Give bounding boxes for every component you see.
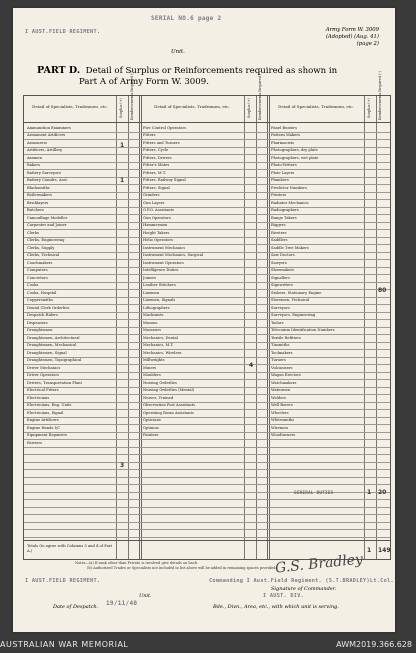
title-line-1: Detail of Surplus or Reinforcements required as shown in (85, 66, 338, 76)
col-header-detail: Detail of Specialists, Tradesmen, etc. (278, 104, 354, 109)
unit-label: Unit. (171, 49, 185, 55)
trade-label: Draughtsmen, Mechanical (27, 343, 77, 348)
trade-label: Electrical Fitters (27, 388, 59, 393)
trade-label: Driver Operators (27, 373, 59, 378)
trade-label: Well Borers (271, 403, 293, 408)
trade-label: Battery Surveyors (27, 170, 61, 175)
title-line-2: Part A of Army Form W. 3009. (79, 77, 209, 87)
col-header-surplus: Surplus (+) (119, 98, 123, 118)
trade-label: Clerks (27, 230, 40, 235)
trade-label: Fitters, M.T. (143, 170, 166, 175)
trade-label: Cooks, Hospital (27, 290, 57, 295)
row-rule (24, 499, 390, 500)
trade-label: Painters (143, 433, 159, 438)
trade-label: Clerks, Engineering (27, 238, 65, 243)
trade-label: Fitters, Railway Signal (143, 178, 186, 183)
trade-label: Joiners (143, 275, 157, 280)
row-rule (24, 492, 390, 493)
trade-label: Turners (271, 358, 286, 363)
credit-line: AUSTRALIAN WAR MEMORIAL (0, 640, 129, 649)
trade-label: Toolmakers (271, 350, 293, 355)
trade-label: Instrument Operators (143, 260, 184, 265)
trade-label: Mechanics, Dental (143, 335, 178, 340)
trade-label: G.P.O. Assistants (143, 208, 174, 213)
totals-reinf: 149 (378, 547, 391, 554)
trade-label: Printers (271, 193, 287, 198)
trade-label: Saw Doctors (271, 253, 295, 258)
trade-label: Bakers (27, 163, 40, 168)
trade-label: Despatch Riders (27, 313, 58, 318)
trade-label: Engine Hands I/C (27, 425, 61, 430)
trade-label: Gun Layers (143, 200, 165, 205)
trade-label: Whitesmiths (271, 418, 295, 423)
trade-label: Draughtsmen, Topographical (27, 358, 82, 363)
commander-signature: G.S. Bradley (274, 551, 364, 577)
trade-label: Optimus (143, 425, 159, 430)
row-rule (24, 537, 390, 538)
part-label: PART D. (37, 65, 81, 76)
trade-label: Farriers (27, 440, 43, 445)
trade-label: Pattern Makers (271, 133, 301, 138)
row-rule (24, 514, 390, 515)
general-duties-surplus: 1 (367, 489, 372, 496)
trade-label: Coppersmiths (27, 298, 54, 303)
trade-label: Linemen (143, 290, 160, 295)
equipment-repairers-surplus: 3 (120, 462, 125, 469)
trade-label: Computers (27, 268, 48, 273)
accession-number: AWM2019.366.628 (336, 640, 412, 649)
trade-label: Drivers, Transportation Plant (27, 380, 83, 385)
note-b: (b) Authorized Trades or Specialists not included in list above will be added in remaining spaces provided. (87, 566, 277, 570)
trade-label: Textile Refitters (271, 335, 301, 340)
trade-label: Moulders (143, 373, 161, 378)
trade-label: Pharmacists (271, 140, 295, 145)
bde-label: Bde., Divn., Area, etc., with which unit is serving. (213, 604, 339, 610)
trade-label: Mechanics, M.T. (143, 343, 174, 348)
despatch-label: Date of Despatch. (53, 604, 99, 610)
division-typed: I AUST. DIV. (263, 593, 305, 599)
trade-label: Shoemakers (271, 268, 295, 273)
row-rule (24, 484, 390, 485)
header-rule (24, 122, 390, 123)
trade-label: Observation Post Assistants (143, 403, 195, 408)
row-rule (24, 529, 390, 530)
col-header-detail: Detail of Specialists, Tradesmen, etc. (32, 104, 108, 109)
commanding-line (209, 578, 394, 584)
trade-label: Lithographers (143, 305, 170, 310)
note-a: Notes—(a) If rank other than Private is involved give details on back. (75, 561, 198, 565)
footer-notes (75, 561, 276, 571)
trade-label: Armament Artificers (27, 133, 66, 138)
armourers-surplus: 1 (120, 142, 125, 149)
trade-label: Surveyors (271, 305, 290, 310)
trade-label: Clerks, Technical (27, 253, 60, 258)
trade-label: Bricklayers (27, 200, 49, 205)
general-duties-label: GENERAL DUTIES (294, 490, 334, 495)
trade-label: Driver Mechanics (27, 365, 61, 370)
trade-label: Plate Layers (271, 170, 295, 175)
trade-label: Concretors (27, 275, 48, 280)
trade-label: Ammunition Examiners (27, 125, 71, 130)
trade-label: Operating Room Assistants (143, 410, 194, 415)
trade-label: Electricians, Signal (27, 410, 64, 415)
trade-label: Sawyers (271, 260, 287, 265)
signature-label: Signature of Commander. (271, 586, 337, 592)
trade-label: Watchmakers (271, 380, 297, 385)
unit-typed: I AUST.FIELD REGIMENT. (25, 29, 101, 35)
trade-label: Draughtsmen, Architectural (27, 335, 80, 340)
trade-label: Radiator Mechanics (271, 200, 309, 205)
trade-label: Photographers, dry plate (271, 148, 318, 153)
col-divider (139, 96, 142, 559)
battery-surveyors-surplus: 1 (120, 177, 125, 184)
trade-label: Fitters (143, 133, 156, 138)
form-ref-line: Army Form W. 3009 (325, 27, 379, 33)
trade-label: Dental Clerk Orderlies (27, 305, 70, 310)
trade-label: Riggers (271, 223, 286, 228)
trade-label: Predictor Numbers (271, 185, 307, 190)
trade-label: Saddle Tree Makers (271, 245, 309, 250)
trade-label: Boilermakers (27, 193, 53, 198)
part-title (37, 65, 337, 88)
trade-label: Intelligence Duties (143, 268, 179, 273)
trade-label: Fitter's Mates (143, 163, 170, 168)
totals-rule (24, 540, 390, 541)
totals-label: Totals (to agree with Columns 3 and 4 of Part A.) (27, 544, 113, 553)
lt-col-text: (S.T.BRADLEY)Lt.Col. (325, 578, 394, 584)
col-divider (256, 96, 257, 559)
row-rule (24, 462, 390, 463)
trade-label: Saddlers (271, 238, 288, 243)
despatch-date: 19/11/40 (106, 600, 138, 607)
col-header-detail: Detail of Specialists, Tradesmen, etc. (154, 104, 230, 109)
trade-label: Range Takers (271, 215, 297, 220)
trade-label: Opticians (143, 418, 161, 423)
col-divider (376, 96, 377, 559)
row-rule (24, 507, 390, 508)
trade-label: Axemen (27, 155, 42, 160)
trade-label: Nursing Orderlies (Mental) (143, 388, 195, 393)
trade-label: Watermen (271, 388, 291, 393)
col-header-reinf: Reinforcements Required (-) (378, 71, 382, 120)
trade-label: Carpenter and Joiner (27, 223, 67, 228)
trade-label: Grinders (143, 193, 160, 198)
trade-label: Hammermen (143, 223, 168, 228)
trade-label: Tinsmiths (271, 343, 290, 348)
dental-mechanics-surplus: 4 (249, 362, 254, 369)
form-ref-line: (Adopted) (Aug. 41) (325, 34, 379, 40)
trade-label: Masseurs (143, 328, 161, 333)
trade-label: Coachmakers (27, 260, 53, 265)
col-divider (267, 96, 270, 559)
trade-label: Panel Beaters (271, 125, 297, 130)
trade-label: Masons (143, 320, 158, 325)
trade-label: Photo-Writers (271, 163, 297, 168)
trade-label: Mechanics, Wireless (143, 350, 182, 355)
trade-label: Radiographers (271, 208, 299, 213)
signallers-reinf: 80 (378, 287, 387, 294)
trade-label: Telecomm Identification Numbers (271, 328, 335, 333)
bottom-unit-typed: I AUST.FIELD REGIMENT. (25, 578, 101, 584)
trade-label: Welders (271, 395, 287, 400)
trade-label: Nursing Orderlies (143, 380, 177, 385)
trade-label: Signallers (271, 275, 290, 280)
trade-label: Signwriters (271, 283, 293, 288)
trade-label: Draughtsmen, Signal (27, 350, 67, 355)
trade-label: Millwrights (143, 358, 165, 363)
trade-label: Miners (143, 365, 157, 370)
row-rule (24, 447, 390, 448)
trade-label: Cooks (27, 283, 39, 288)
trade-label: Battery Comdrs. Asst. (27, 178, 69, 183)
form-page (13, 8, 395, 632)
trade-label: Armourers (27, 140, 48, 145)
trade-label: Fire Control Operators (143, 125, 186, 130)
trade-label: Stokers, Stationary Engine (271, 290, 322, 295)
trade-label: Fitters, Drivers (143, 155, 172, 160)
form-ref-line: (page 2) (356, 41, 379, 47)
col-header-reinf: Reinforcements Required (-) (130, 71, 134, 120)
col-divider (244, 96, 245, 559)
trade-label: Height Takers (143, 230, 170, 235)
col-divider (364, 96, 365, 559)
trade-label: Wagon Erectors (271, 373, 301, 378)
trade-label: Plumbers (271, 178, 289, 183)
col-divider (128, 96, 129, 559)
row-rule (24, 522, 390, 523)
col-header-surplus: Surplus (+) (247, 98, 251, 118)
trade-label: Blacksmiths (27, 185, 50, 190)
trade-label: Artificers, Artillery (27, 148, 63, 153)
trade-label: Storemen, Technical (271, 298, 310, 303)
trade-label: Tailors (271, 320, 284, 325)
trade-label: Fitters, Signal (143, 185, 170, 190)
trade-label: Draughtsmen (27, 328, 53, 333)
trade-label: Clerks, Supply (27, 245, 55, 250)
trade-label: Woodturners (271, 433, 296, 438)
trade-label: Instrument Mechanics (143, 245, 186, 250)
trade-label: Machinists (143, 313, 164, 318)
row-rule (24, 477, 390, 478)
general-duties-reinf: 20 (378, 489, 387, 496)
trade-label: Equipment Repairers (27, 433, 67, 438)
trade-label: Leather Stitchers (143, 283, 176, 288)
commanding-text: Commanding I Aust.Field Regiment. (209, 578, 322, 584)
trade-label: Nurses, Trained (143, 395, 174, 400)
row-rule (24, 469, 390, 470)
totals-surplus: 1 (367, 547, 372, 554)
trade-label: Butchers (27, 208, 44, 213)
trade-label: Surveyors, Engineering (271, 313, 316, 318)
trade-label: Fitters and Turners (143, 140, 180, 145)
trade-label: Wheelers (271, 410, 289, 415)
trade-label: Photographers, wet plate (271, 155, 319, 160)
trade-label: Electricians, Eng. Units (27, 403, 72, 408)
row-rule (24, 454, 390, 455)
col-header-reinf: Reinforcements Required (-) (258, 71, 262, 120)
col-header-surplus: Surplus (+) (367, 98, 371, 118)
form-reference (326, 27, 379, 48)
trade-label: Instrument Mechanics, Surgical (143, 253, 204, 258)
trade-label: Helio Operators (143, 238, 174, 243)
trade-label: Fitters, Cycle (143, 148, 169, 153)
trade-label: Gun Operators (143, 215, 171, 220)
trade-label: Linemen, Signals (143, 298, 176, 303)
trade-label: Electricians (27, 395, 50, 400)
trade-label: Engine Artificers (27, 418, 59, 423)
trade-label: Camouflage Modeller (27, 215, 68, 220)
trade-label: Wiremen (271, 425, 288, 430)
trade-label: Dispensers (27, 320, 48, 325)
serial-number: SERIAL NO.6 page 2 (151, 15, 222, 22)
bottom-unit-label: Unit. (139, 593, 152, 599)
trade-label: Riveters (271, 230, 287, 235)
trade-label: Vulcanisers (271, 365, 293, 370)
